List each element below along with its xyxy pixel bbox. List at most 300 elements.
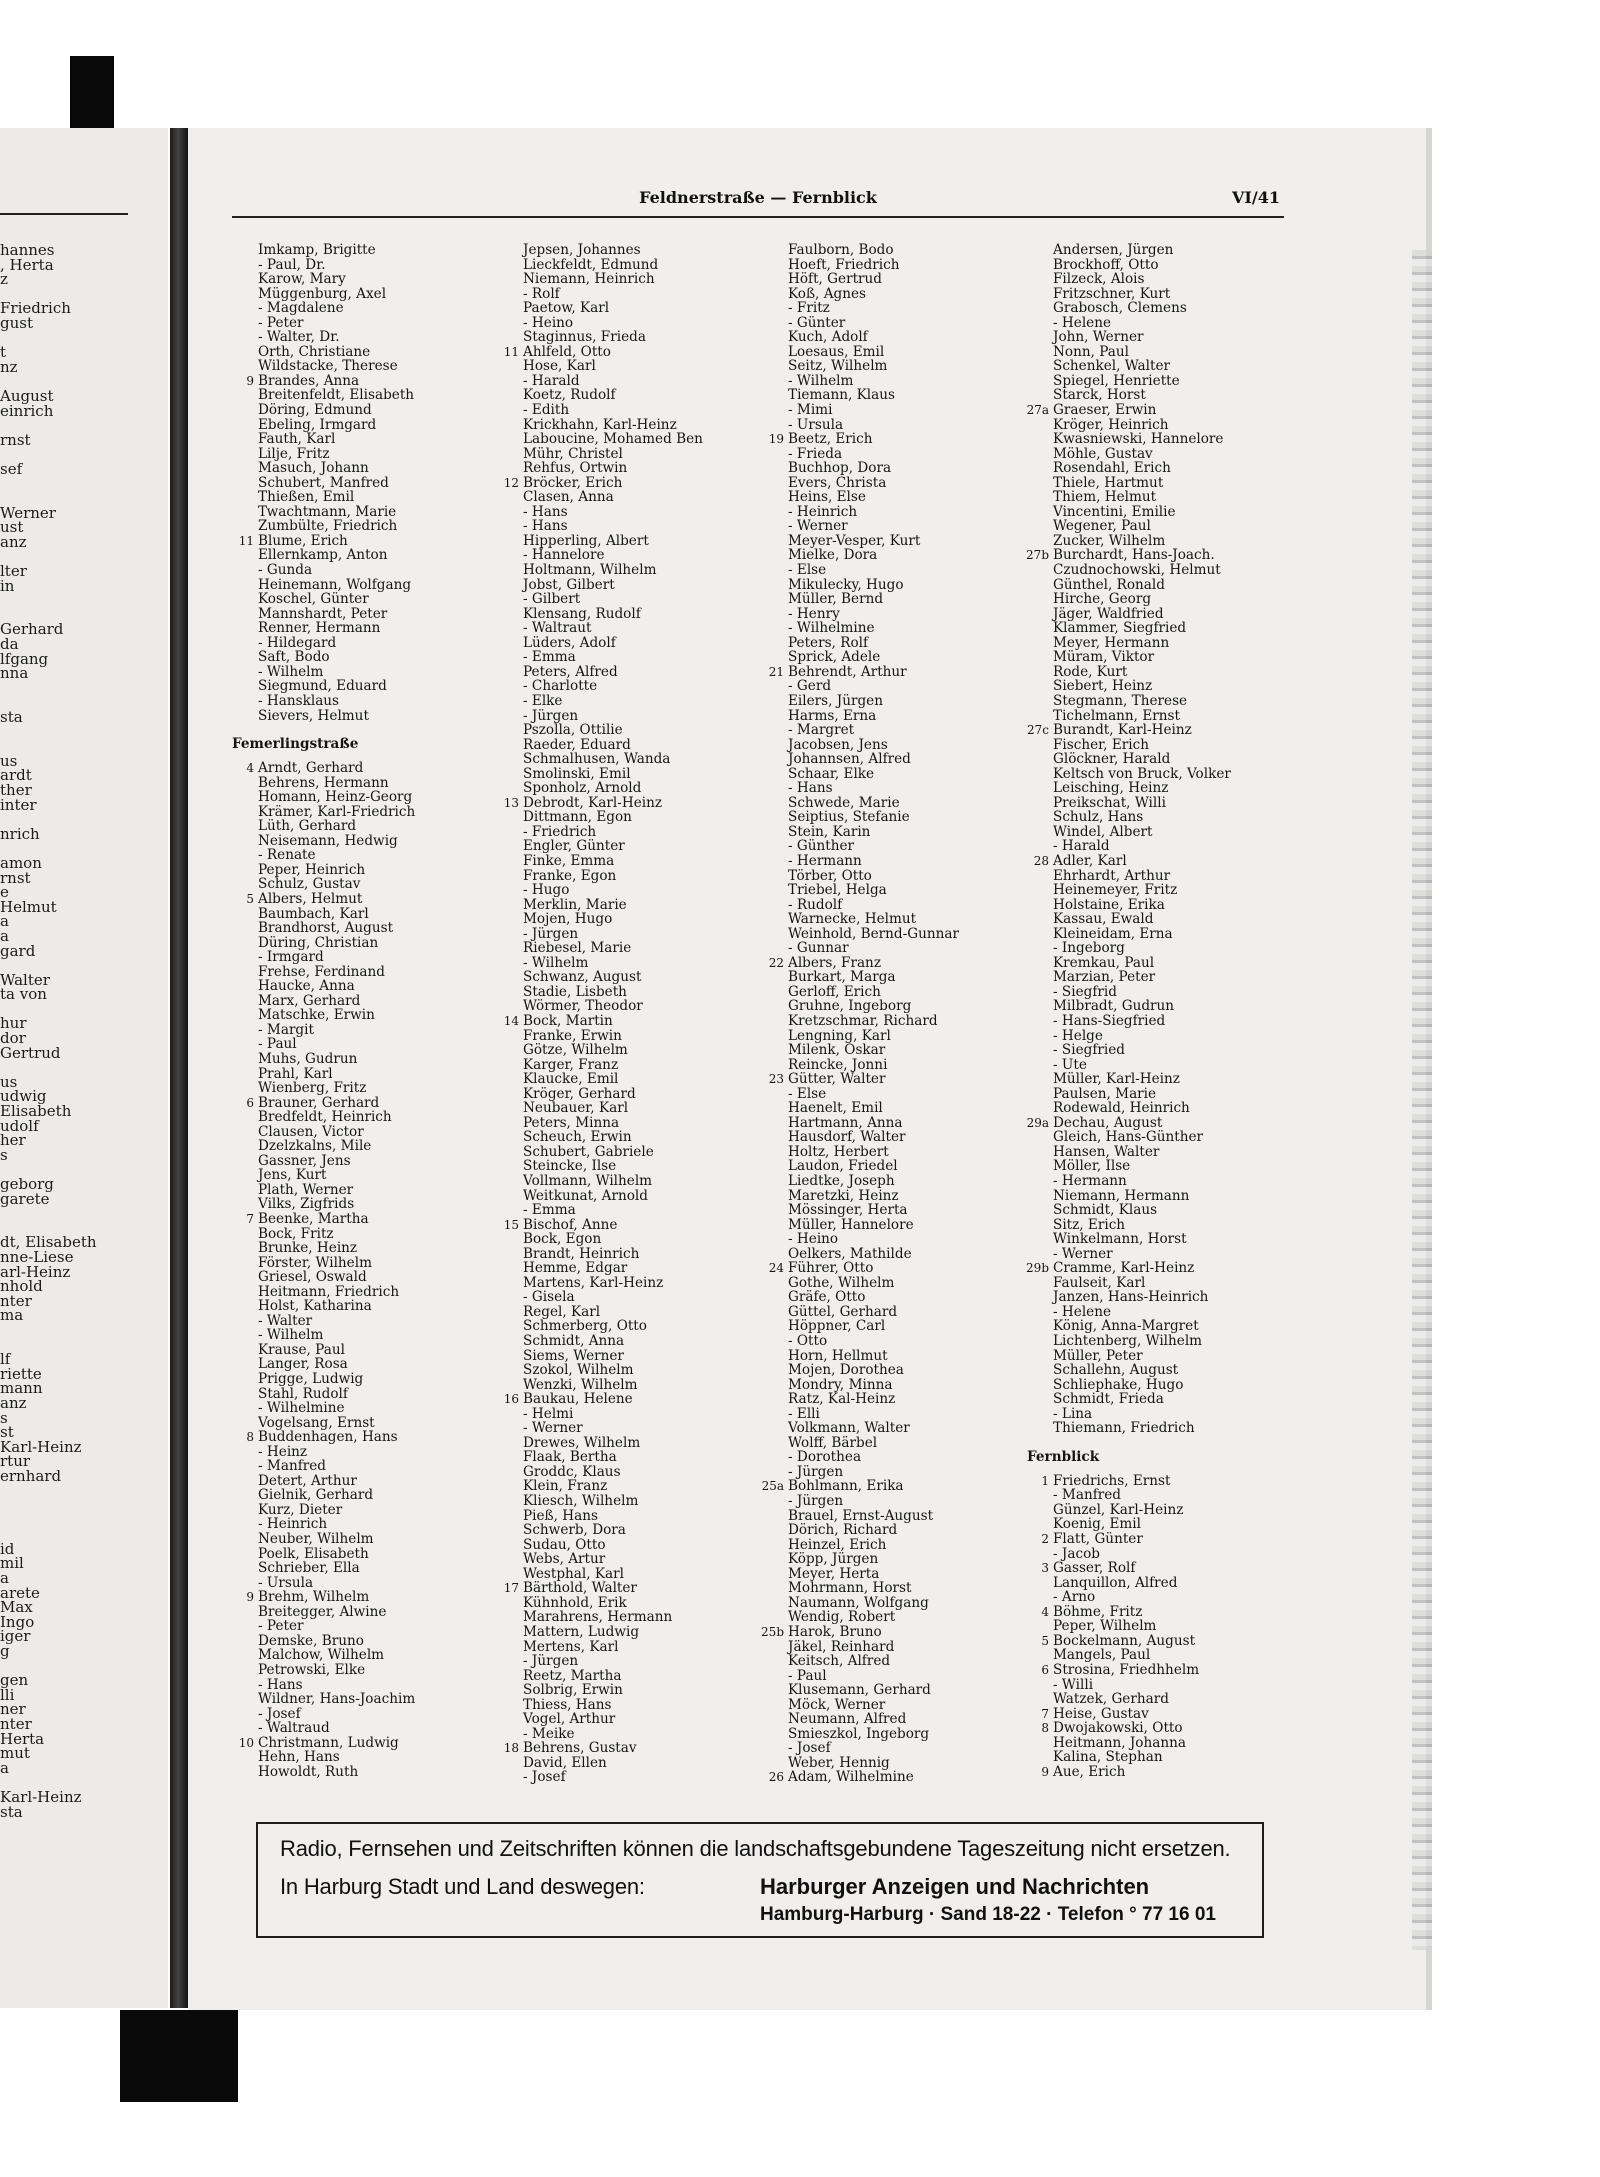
house-number: 15 <box>503 1217 519 1232</box>
resident-name: - Wilhelmine <box>788 620 875 637</box>
resident-name: Breitenfeldt, Elisabeth <box>258 387 415 404</box>
resident-name: Törber, Otto <box>788 867 872 884</box>
resident-name: Flatt, Günter <box>1053 1531 1143 1548</box>
directory-entry <box>495 1363 765 1378</box>
directory-entry <box>760 301 1030 316</box>
resident-name: Smolinski, Emil <box>523 765 631 782</box>
resident-name: - Else <box>788 1085 827 1102</box>
left-page-line: g <box>0 1642 10 1660</box>
resident-name: Müller, Bernd <box>788 591 884 608</box>
directory-entry <box>1025 461 1295 476</box>
resident-name: Sudau, Otto <box>523 1536 606 1553</box>
house-number: 23 <box>768 1072 784 1087</box>
resident-name: - Hans <box>523 503 568 520</box>
directory-entry <box>1025 330 1295 345</box>
directory-entry <box>1025 1029 1295 1044</box>
directory-entry <box>760 738 1030 753</box>
directory-entry <box>760 679 1030 694</box>
resident-name: - Werner <box>1053 1245 1113 1262</box>
directory-entry <box>1025 1319 1295 1334</box>
resident-name: - Siegfrid <box>1053 983 1117 1000</box>
resident-name: Petrowski, Elke <box>258 1661 366 1678</box>
directory-entry <box>760 1087 1030 1102</box>
directory-entry <box>495 519 765 534</box>
directory-entry <box>1025 1590 1295 1605</box>
resident-name: Mattern, Ludwig <box>523 1623 640 1640</box>
house-number: 25a <box>761 1479 784 1494</box>
resident-name: - Elke <box>523 692 563 709</box>
resident-name: Heinemann, Wolfgang <box>258 576 412 593</box>
resident-name: Kalina, Stephan <box>1053 1749 1163 1766</box>
resident-name: Wolff, Bärbel <box>788 1434 878 1451</box>
resident-name: Schliephake, Hugo <box>1053 1376 1184 1393</box>
resident-name: Paetow, Karl <box>523 300 610 317</box>
resident-name: Malchow, Wilhelm <box>258 1647 385 1664</box>
directory-entry <box>1025 418 1295 433</box>
resident-name: Müller, Peter <box>1053 1347 1143 1364</box>
resident-name: Paulsen, Marie <box>1053 1085 1157 1102</box>
resident-name: Evers, Christa <box>788 474 887 491</box>
directory-entry <box>495 1538 765 1553</box>
left-page-line: Elisabeth <box>0 1102 72 1121</box>
directory-column-4 <box>1025 243 1295 1779</box>
resident-name: Heinzel, Erich <box>788 1536 887 1553</box>
left-page-line: ardt <box>0 766 32 785</box>
house-number: 27a <box>1026 403 1049 418</box>
resident-name: Adam, Wilhelmine <box>788 1769 914 1786</box>
house-number: 5 <box>246 891 254 906</box>
resident-name: Holtz, Herbert <box>788 1143 889 1160</box>
resident-name: Szokol, Wilhelm <box>523 1362 634 1379</box>
resident-name: - Ursula <box>788 416 844 433</box>
house-number: 18 <box>503 1741 519 1756</box>
left-page-line: us <box>0 1072 18 1091</box>
directory-entry <box>760 1392 1030 1407</box>
directory-entry <box>495 374 765 389</box>
left-page-line: a <box>0 912 9 931</box>
directory-entry <box>760 1145 1030 1160</box>
directory-entry <box>495 1727 765 1742</box>
resident-name: Imkamp, Brigitte <box>258 242 376 258</box>
directory-entry <box>1025 490 1295 505</box>
resident-name: - Margret <box>788 722 855 739</box>
directory-entry <box>1025 694 1295 709</box>
directory-entry <box>760 1596 1030 1611</box>
resident-name: - Manfred <box>1053 1487 1121 1504</box>
directory-entry <box>1025 592 1295 607</box>
directory-entry <box>760 243 1030 258</box>
resident-name: Johannsen, Alfred <box>788 751 911 768</box>
directory-entry <box>495 694 765 709</box>
resident-name: Klensang, Rudolf <box>523 605 641 622</box>
directory-entry <box>1025 1532 1295 1547</box>
resident-name: Niemann, Heinrich <box>523 271 655 288</box>
resident-name: Schubert, Gabriele <box>523 1143 654 1160</box>
house-number: 26 <box>768 1770 784 1785</box>
directory-entry <box>760 1465 1030 1480</box>
directory-entry <box>495 1567 765 1582</box>
resident-name: Wendig, Robert <box>788 1609 896 1626</box>
resident-name: Koß, Agnes <box>788 285 866 302</box>
directory-entry <box>760 1159 1030 1174</box>
directory-entry <box>495 883 765 898</box>
directory-entry <box>230 243 500 258</box>
resident-name: Schmidt, Frieda <box>1053 1391 1164 1408</box>
directory-entry <box>495 578 765 593</box>
resident-name: Gräfe, Otto <box>788 1289 866 1306</box>
house-number: 13 <box>503 795 519 810</box>
directory-entry <box>1025 1503 1295 1518</box>
directory-entry <box>495 1174 765 1189</box>
directory-entry <box>1025 1407 1295 1422</box>
resident-name: Pszolla, Ottilie <box>523 722 623 739</box>
resident-name: Faulborn, Bodo <box>788 242 894 258</box>
resident-name: Peters, Minna <box>523 1114 620 1131</box>
resident-name: Cramme, Karl-Heinz <box>1053 1260 1195 1277</box>
directory-entry <box>760 505 1030 520</box>
resident-name: Wenzki, Wilhelm <box>523 1376 638 1393</box>
resident-name: - Margit <box>258 1021 314 1038</box>
directory-entry <box>1025 883 1295 898</box>
resident-name: Neubauer, Karl <box>523 1100 629 1117</box>
directory-entry <box>1025 650 1295 665</box>
directory-entry <box>1025 1189 1295 1204</box>
resident-name: Wildner, Hans-Joachim <box>258 1691 416 1708</box>
resident-name: Burkart, Marga <box>788 969 896 986</box>
directory-entry <box>230 877 500 892</box>
resident-name: Hansen, Walter <box>1053 1143 1160 1160</box>
directory-entry <box>495 345 765 360</box>
resident-name: Janzen, Hans-Heinrich <box>1053 1289 1209 1306</box>
directory-entry <box>230 1503 500 1518</box>
resident-name: - Hans-Siegfried <box>1053 1012 1166 1029</box>
directory-entry <box>1025 869 1295 884</box>
resident-name: Bischof, Anne <box>523 1216 618 1233</box>
directory-entry <box>495 1218 765 1233</box>
directory-entry <box>230 548 500 563</box>
directory-entry <box>1025 1648 1295 1663</box>
left-page-line: a <box>0 1758 9 1777</box>
resident-name: - Meike <box>523 1725 575 1742</box>
directory-entry <box>760 781 1030 796</box>
directory-entry <box>495 869 765 884</box>
left-page-rule <box>0 213 128 215</box>
resident-name: Riebesel, Marie <box>523 940 632 957</box>
directory-entry <box>495 1290 765 1305</box>
directory-entry <box>230 607 500 622</box>
directory-entry <box>230 834 500 849</box>
ad-newspaper-name: Harburger Anzeigen und Nachrichten <box>760 1874 1150 1899</box>
resident-name: Holstaine, Erika <box>1053 896 1165 913</box>
resident-name: Jens, Kurt <box>258 1167 327 1184</box>
left-page-line <box>0 1323 160 1338</box>
resident-name: Klein, Franz <box>523 1478 608 1495</box>
directory-entry <box>1025 1203 1295 1218</box>
resident-name: Westphal, Karl <box>523 1565 625 1582</box>
left-page-line: lf <box>0 1350 11 1369</box>
resident-name: Hemme, Edgar <box>523 1260 628 1277</box>
directory-entry <box>230 694 500 709</box>
resident-name: Kassau, Ewald <box>1053 911 1154 928</box>
resident-name: Weinhold, Bernd-Gunnar <box>788 925 959 942</box>
resident-name: Peper, Heinrich <box>258 861 366 878</box>
resident-name: Bock, Martin <box>523 1012 613 1029</box>
directory-entry <box>1025 1619 1295 1634</box>
directory-entry <box>495 1654 765 1669</box>
resident-name: Holtmann, Wilhelm <box>523 562 657 579</box>
directory-entry <box>1025 1517 1295 1532</box>
directory-entry <box>1025 839 1295 854</box>
directory-entry <box>1025 1421 1295 1436</box>
resident-name: - Hansklaus <box>258 692 340 709</box>
directory-entry <box>760 461 1030 476</box>
directory-entry <box>230 418 500 433</box>
directory-entry <box>1025 1750 1295 1765</box>
directory-entry <box>495 825 765 840</box>
directory-entry <box>760 621 1030 636</box>
house-number: 28 <box>1033 853 1049 868</box>
resident-name: Mangels, Paul <box>1053 1647 1151 1664</box>
resident-name: Kretzschmar, Richard <box>788 1012 938 1029</box>
directory-entry <box>760 839 1030 854</box>
house-number: 29a <box>1026 1115 1049 1130</box>
resident-name: - Werner <box>788 518 848 535</box>
resident-name: Horn, Hellmut <box>788 1347 888 1364</box>
house-number: 3 <box>1041 1561 1049 1576</box>
directory-entry <box>495 301 765 316</box>
directory-entry <box>760 1218 1030 1233</box>
directory-entry <box>495 1261 765 1276</box>
resident-name: Howoldt, Ruth <box>258 1763 359 1780</box>
directory-entry <box>760 1305 1030 1320</box>
page-edge-shadow <box>1412 250 1432 1950</box>
directory-entry <box>230 761 500 776</box>
directory-entry <box>230 921 500 936</box>
directory-entry <box>495 432 765 447</box>
newspaper-advertisement <box>256 1822 1264 1938</box>
directory-entry <box>760 1523 1030 1538</box>
resident-name: Schmalhusen, Wanda <box>523 751 671 768</box>
directory-entry <box>495 1130 765 1145</box>
resident-name: Renner, Hermann <box>258 620 381 637</box>
left-page-text <box>0 243 160 1819</box>
resident-name: Behrens, Hermann <box>258 774 389 791</box>
resident-name: Langer, Rosa <box>258 1356 348 1373</box>
resident-name: Clausen, Victor <box>258 1123 364 1140</box>
directory-entry <box>495 927 765 942</box>
directory-entry <box>495 1334 765 1349</box>
resident-name: Milenk, Oskar <box>788 1042 886 1059</box>
resident-name: - Paul, Dr. <box>258 256 326 273</box>
resident-name: Günthel, Ronald <box>1053 576 1165 593</box>
resident-name: Graeser, Erwin <box>1053 402 1157 419</box>
directory-entry <box>1025 519 1295 534</box>
directory-entry <box>760 985 1030 1000</box>
resident-name: Müggenburg, Axel <box>258 285 387 302</box>
directory-entry <box>495 316 765 331</box>
resident-name: Schubert, Manfred <box>258 474 389 491</box>
resident-name: - Emma <box>523 649 576 666</box>
directory-entry <box>230 1561 500 1576</box>
left-page-fragment <box>0 128 168 2008</box>
resident-name: Raeder, Eduard <box>523 736 631 753</box>
left-page-line: arl-Heinz <box>0 1262 71 1281</box>
directory-entry <box>230 1067 500 1082</box>
resident-name: - Gisela <box>523 1289 575 1306</box>
left-page-line: dt, Elisabeth <box>0 1233 97 1252</box>
directory-entry <box>495 1305 765 1320</box>
directory-entry <box>1025 709 1295 724</box>
resident-name: - Jürgen <box>523 1653 579 1670</box>
directory-entry <box>230 1212 500 1227</box>
directory-entry <box>760 388 1030 403</box>
resident-name: - Gunda <box>258 562 313 579</box>
directory-entry <box>760 359 1030 374</box>
resident-name: Harok, Bruno <box>788 1623 882 1640</box>
house-number: 29b <box>1026 1261 1049 1276</box>
resident-name: Ehrhardt, Arthur <box>1053 867 1171 884</box>
directory-entry <box>495 723 765 738</box>
directory-entry <box>230 272 500 287</box>
directory-entry <box>1025 1634 1295 1649</box>
directory-entry <box>230 1125 500 1140</box>
resident-name: - Josef <box>788 1740 831 1757</box>
directory-entry <box>760 912 1030 927</box>
left-page-line: nter <box>0 1291 32 1310</box>
resident-name: - Gilbert <box>523 591 581 608</box>
left-page-line: nrich <box>0 824 40 843</box>
left-page-line: gust <box>0 313 33 332</box>
directory-entry <box>230 1154 500 1169</box>
directory-entry <box>495 1392 765 1407</box>
resident-name: Kuch, Adolf <box>788 329 868 346</box>
directory-entry <box>760 898 1030 913</box>
resident-name: Lüth, Gerhard <box>258 818 357 835</box>
directory-entry <box>230 776 500 791</box>
resident-name: Mojen, Dorothea <box>788 1362 904 1379</box>
resident-name: - Werner <box>523 1420 583 1437</box>
directory-entry <box>230 1008 500 1023</box>
resident-name: Hehn, Hans <box>258 1749 340 1766</box>
resident-name: Christmann, Ludwig <box>258 1734 399 1751</box>
resident-name: Griesel, Oswald <box>258 1269 367 1286</box>
resident-name: Gielnik, Gerhard <box>258 1487 374 1504</box>
resident-name: Spiegel, Henriette <box>1053 372 1180 389</box>
resident-name: Heitmann, Johanna <box>1053 1734 1186 1751</box>
resident-name: Faulseit, Karl <box>1053 1274 1146 1291</box>
left-page-line: einrich <box>0 401 54 420</box>
left-page-line: a <box>0 1569 9 1588</box>
directory-entry <box>760 927 1030 942</box>
resident-name: - Ursula <box>258 1574 314 1591</box>
resident-name: Lichtenberg, Wilhelm <box>1053 1333 1203 1350</box>
resident-name: Bockelmann, August <box>1053 1632 1196 1649</box>
resident-name: Kröger, Gerhard <box>523 1085 636 1102</box>
directory-entry <box>760 548 1030 563</box>
resident-name: Kröger, Heinrich <box>1053 416 1169 433</box>
directory-entry <box>495 1145 765 1160</box>
resident-name: Marzian, Peter <box>1053 969 1156 986</box>
resident-name: Orth, Christiane <box>258 343 371 360</box>
directory-entry <box>495 621 765 636</box>
resident-name: Krickhahn, Karl-Heinz <box>523 416 677 433</box>
directory-entry <box>495 1741 765 1756</box>
directory-entry <box>760 607 1030 622</box>
resident-name: Ratz, Kal-Heinz <box>788 1391 896 1408</box>
resident-name: Lilje, Fritz <box>258 445 330 462</box>
resident-name: Peters, Rolf <box>788 634 869 651</box>
left-page-line: rtur <box>0 1452 31 1471</box>
directory-entry <box>495 1159 765 1174</box>
resident-name: Ebeling, Irmgard <box>258 416 377 433</box>
street-heading: Femerlingstraße <box>232 736 359 753</box>
directory-entry <box>1025 578 1295 593</box>
directory-entry <box>230 374 500 389</box>
directory-entry <box>1025 1678 1295 1693</box>
resident-name: - Irmgard <box>258 949 324 966</box>
resident-name: Finke, Emma <box>523 852 615 869</box>
directory-entry <box>230 1052 500 1067</box>
resident-name: Prahl, Karl <box>258 1065 333 1082</box>
directory-entry <box>230 578 500 593</box>
directory-entry <box>1025 999 1295 1014</box>
resident-name: Jäger, Waldfried <box>1053 605 1164 622</box>
directory-entry <box>495 548 765 563</box>
resident-name: Volkmann, Walter <box>788 1420 910 1437</box>
resident-name: Vilks, Zigfrids <box>258 1196 355 1213</box>
directory-entry <box>760 272 1030 287</box>
house-number: 27c <box>1027 723 1049 738</box>
directory-entry <box>760 956 1030 971</box>
left-page-line <box>0 681 160 696</box>
directory-entry <box>760 432 1030 447</box>
directory-entry <box>1025 316 1295 331</box>
directory-entry <box>760 1189 1030 1204</box>
page-number: VI/41 <box>1231 188 1280 207</box>
directory-entry <box>760 563 1030 578</box>
resident-name: - Günter <box>788 314 846 331</box>
resident-name: Reincke, Jonni <box>788 1056 888 1073</box>
resident-name: Möck, Werner <box>788 1696 886 1713</box>
resident-name: Koetz, Rudolf <box>523 387 616 404</box>
resident-name: Neuber, Wilhelm <box>258 1531 374 1548</box>
resident-name: - Gunnar <box>788 940 849 957</box>
resident-name: Dzelzkalns, Mile <box>258 1138 372 1155</box>
directory-entry <box>230 1270 500 1285</box>
resident-name: - Rolf <box>523 285 560 302</box>
resident-name: Krause, Paul <box>258 1341 345 1358</box>
directory-entry <box>1025 1605 1295 1620</box>
resident-name: Götze, Wilhelm <box>523 1042 628 1059</box>
resident-name: Vogel, Arthur <box>523 1711 616 1728</box>
directory-entry <box>230 1750 500 1765</box>
resident-name: Lengning, Karl <box>788 1027 891 1044</box>
resident-name: Sprick, Adele <box>788 649 881 666</box>
house-number: 9 <box>246 373 254 388</box>
resident-name: Fauth, Karl <box>258 431 336 448</box>
resident-name: Krämer, Karl-Friedrich <box>258 803 416 820</box>
resident-name: Mielke, Dora <box>788 547 878 564</box>
resident-name: Müram, Viktor <box>1053 649 1155 666</box>
directory-entry <box>495 505 765 520</box>
directory-entry <box>495 941 765 956</box>
resident-name: Sitz, Erich <box>1053 1216 1126 1233</box>
resident-name: - Magdalene <box>258 300 344 317</box>
resident-name: Buchhop, Dora <box>788 460 892 477</box>
directory-entry <box>495 912 765 927</box>
directory-entry <box>760 1319 1030 1334</box>
resident-name: Buddenhagen, Hans <box>258 1429 398 1446</box>
